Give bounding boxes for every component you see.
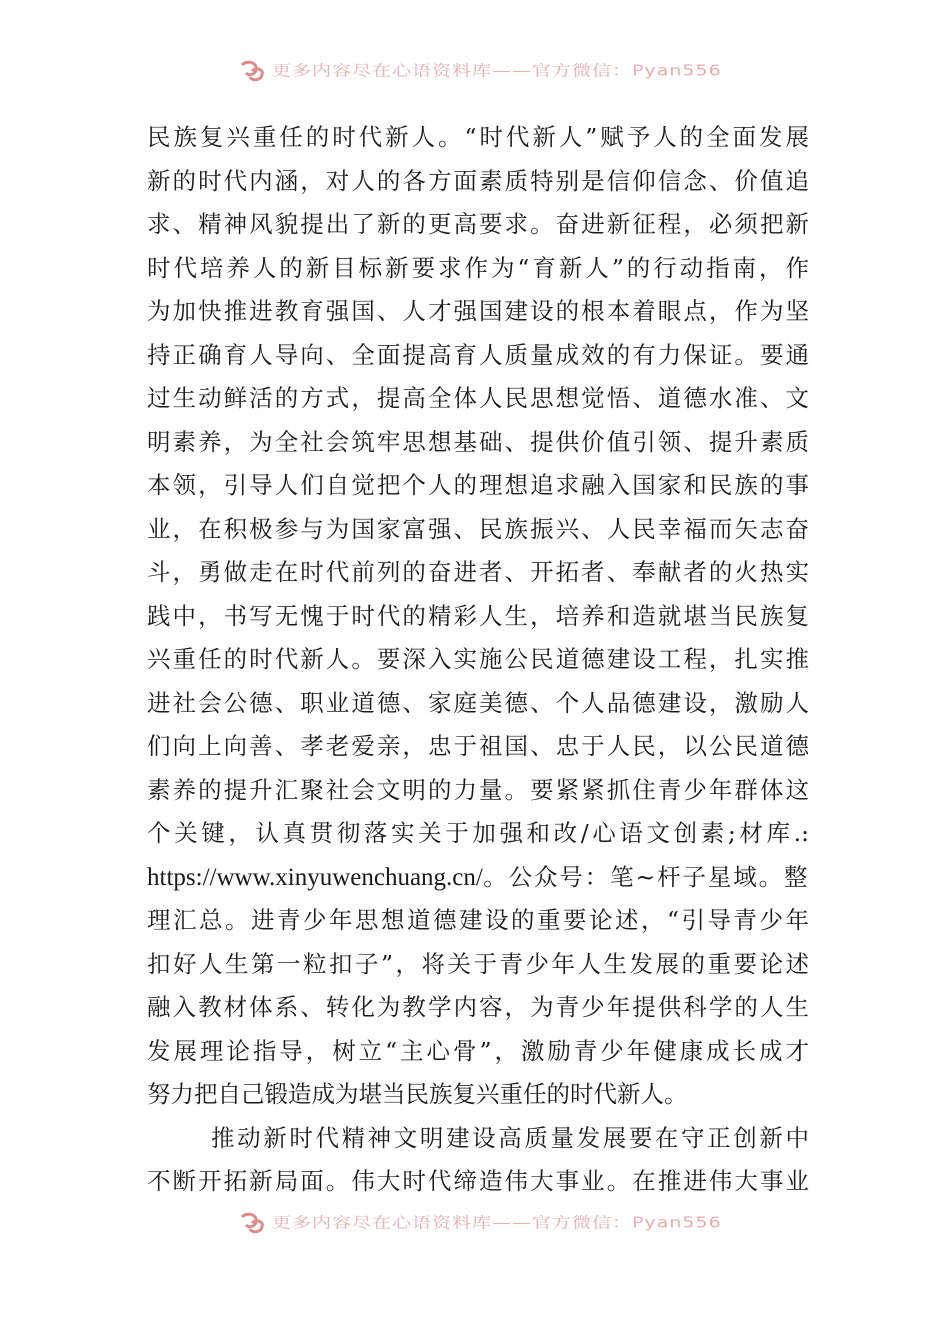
text-line: 过生动鲜活的方式，提高全体人民思想觉悟、道德水准、文 <box>147 384 809 412</box>
text-line: 斗，勇做走在时代前列的奋进者、开拓者、奉献者的火热实 <box>147 558 809 586</box>
header-watermark <box>238 56 738 86</box>
text-line: 时代培养人的新目标新要求作为“育新人”的行动指南，作 <box>147 253 809 282</box>
text-line: 本领，引导人们自觉把个人的理想追求融入国家和民族的事 <box>147 471 809 499</box>
text-line: 求、精神风貌提出了新的更高要求。奋进新征程，必须把新 <box>147 210 809 238</box>
text-line: 持正确育人导向、全面提高育人质量成效的有力保证。要通 <box>147 340 809 369</box>
paragraph <box>147 1117 809 1204</box>
text-line: 发展理论指导，树立“主心骨”，激励青少年健康成长成才 <box>147 1036 809 1065</box>
watermark-text: 更多内容尽在心语资料库——官方微信：Pyan556 <box>272 1214 722 1232</box>
text-line: 个关键，认真贯彻落实关于加强和改/心语文创素;材库.: <box>147 819 809 847</box>
text-line: 进社会公德、职业道德、家庭美德、个人品德建设，激励人 <box>147 688 809 717</box>
text-line: 为加快推进教育强国、人才强国建设的根本着眼点，作为坚 <box>147 297 809 325</box>
text-line <box>147 856 809 900</box>
text-line: 素养的提升汇聚社会文明的力量。要紧紧抓住青少年群体这 <box>147 775 809 804</box>
text-line: 融入教材体系、转化为教学内容，为青少年提供科学的人生 <box>147 993 809 1021</box>
text-line: 扣好人生第一粒扣子”，将关于青少年人生发展的重要论述 <box>147 949 809 978</box>
url-suffix-text: 。公众号：笔~杆子星域。整 <box>482 862 809 891</box>
paragraph <box>147 116 809 1117</box>
text-line: 理汇总。进青少年思想道德建设的重要论述，“引导青少年 <box>147 906 809 934</box>
watermark-logo-icon <box>238 59 266 83</box>
text-line: 明素养，为全社会筑牢思想基础、提供价值引领、提升素质 <box>147 427 809 456</box>
text-line: 新的时代内涵，对人的各方面素质特别是信仰信念、价值追 <box>147 166 809 195</box>
text-line: 民族复兴重任的时代新人。“时代新人”赋予人的全面发展 <box>147 123 809 151</box>
text-line: 们向上向善、孝老爱亲，忠于祖国、忠于人民，以公民道德 <box>147 732 809 760</box>
watermark-logo-icon <box>238 1211 266 1235</box>
text-line: 业，在积极参与为国家富强、民族振兴、人民幸福而矢志奋 <box>147 514 809 543</box>
url-link[interactable]: https://www.xinyuwenchuang.cn/ <box>147 863 483 891</box>
footer-watermark <box>238 1208 738 1238</box>
text-line: 推动新时代精神文明建设高质量发展要在守正创新中 <box>211 1123 809 1152</box>
watermark-text: 更多内容尽在心语资料库——官方微信：Pyan556 <box>272 62 722 80</box>
text-line: 不断开拓新局面。伟大时代缔造伟大事业。在推进伟大事业 <box>147 1167 809 1195</box>
document-body <box>147 116 809 1204</box>
text-line: 兴重任的时代新人。要深入实施公民道德建设工程，扎实推 <box>147 645 809 673</box>
text-line: 努力把自己锻造成为堪当民族复兴重任的时代新人。 <box>147 1080 688 1108</box>
text-line: 践中，书写无愧于时代的精彩人生，培养和造就堪当民族复 <box>147 601 809 630</box>
